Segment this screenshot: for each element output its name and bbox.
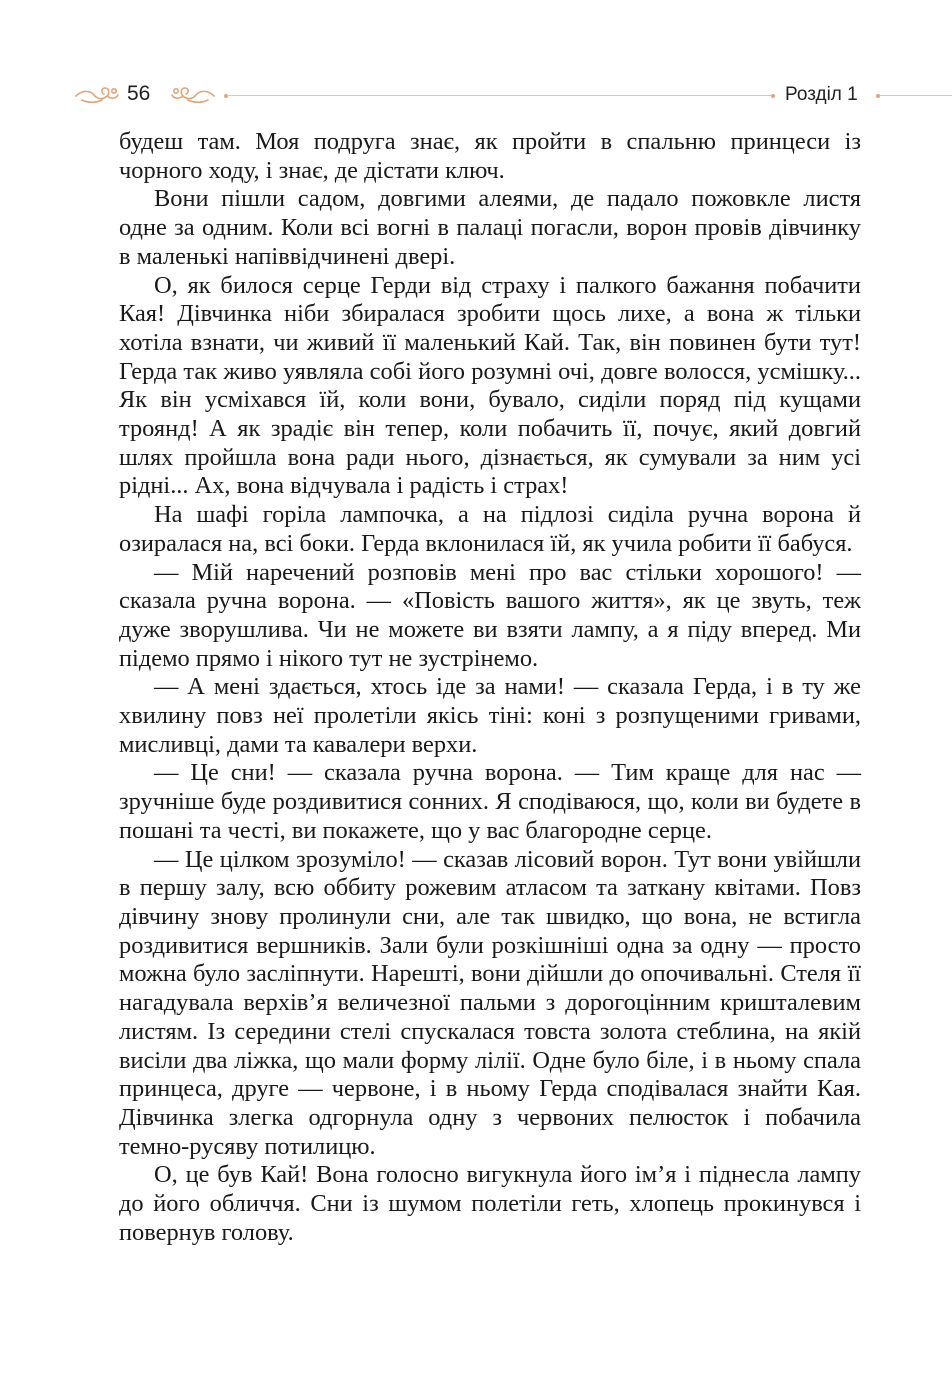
- header-rule: [227, 95, 773, 96]
- swirl-ornament-icon: [170, 82, 216, 108]
- paragraph: — Мій наречений розповів мені про вас стільки хорошого! — сказала ручна ворона. — «Повість вашого життя», як це звуть, теж дуже зворушлива. Чи не можете ви взяти лампу, а я піду вперед. Ми підемо прямо і нікого тут не зустрінемо.: [119, 558, 861, 672]
- paragraph: будеш там. Моя подруга знає, як пройти в спальню принцеси із чорного ходу, і знає, де дістати ключ.: [119, 128, 861, 184]
- paragraph: На шафі горіла лампочка, а на підлозі сиділа ручна ворона й озиралася на, всі боки. Герда вклонилася їй, як учила робити її бабуся.: [119, 501, 861, 557]
- swirl-ornament-icon: [74, 82, 120, 108]
- paragraph: — Це сни! — сказала ручна ворона. — Тим краще для нас — зручніше буде роздивитися сонних. Я сподіваюся, що, коли ви будете в пошані та честі, ви покажете, що у вас благородне серце.: [119, 759, 861, 844]
- running-header: [0, 74, 952, 118]
- paragraph: О, як билося серце Герди від страху і палкого бажання побачити Кая! Дівчинка ніби збиралася зробити щось лихе, а вона ж тільки хотіла взнати, чи живий її маленький Кай. Так, він повинен бути тут! Герда так живо уявляла собі його розумні очі, довге волосся, усмішку... Як він усміхався їй, коли вони, бувало, сиділи поряд під кущами троянд! А як зрадіє він тепер, коли побачить її, почує, який довгий шлях пройшла вона ради нього, дізнається, як сумували за ним усі рідні... Ах, вона відчувала і радість і страх!: [119, 271, 861, 500]
- page-number: 56: [127, 82, 151, 105]
- paragraph: — Це цілком зрозуміло! — сказав лісовий ворон. Тут вони увійшли в першу залу, всю оббиту рожевим атласом та затканy квітами. Повз дівчину знову пролинули сни, але так швидко, що вона, не встигла роздивитися вершників. Зали були розкішніші одна за одну — просто можна було засліпнути. Нарешті, вони дійшли до опочивальні. Стеля її нагадувала верхів’я величезної пальми з дорогоцінним кришталевим листям. Із середини стелі спускалася товста золота стеблина, на якій висіли два ліжка, що мали форму лілії. Одне було біле, і в ньому спала принцеса, друге — червоне, і в ньому Герда сподівалася знайти Кая. Дівчинка злегка одгорнула одну з червоних пелюсток і побачила темно-русяву потилицю.: [119, 845, 861, 1160]
- paragraph: Вони пішли садом, довгими алеями, де падало пожовкле листя одне за одним. Коли всі вогні в палаці погасли, ворон провів дівчинку в маленькі напіввідчинені двері.: [119, 185, 861, 270]
- body-text: [119, 128, 861, 1247]
- paragraph: О, це був Кай! Вона голосно вигукнула його ім’я і піднесла лампу до його обличчя. Сни із шумом полетіли геть, хлопець прокинувся і повернув голову.: [119, 1161, 861, 1246]
- header-rule: [880, 95, 952, 96]
- rule-dot: [771, 94, 775, 98]
- section-title: Розділ 1: [785, 84, 858, 105]
- paragraph: — А мені здається, хтось іде за нами! — сказала Герда, і в ту же хвилину повз неї пролетіли якісь тіні: коні з розпущеними гривами, мисливці, дами та кавалери верхи.: [119, 673, 861, 758]
